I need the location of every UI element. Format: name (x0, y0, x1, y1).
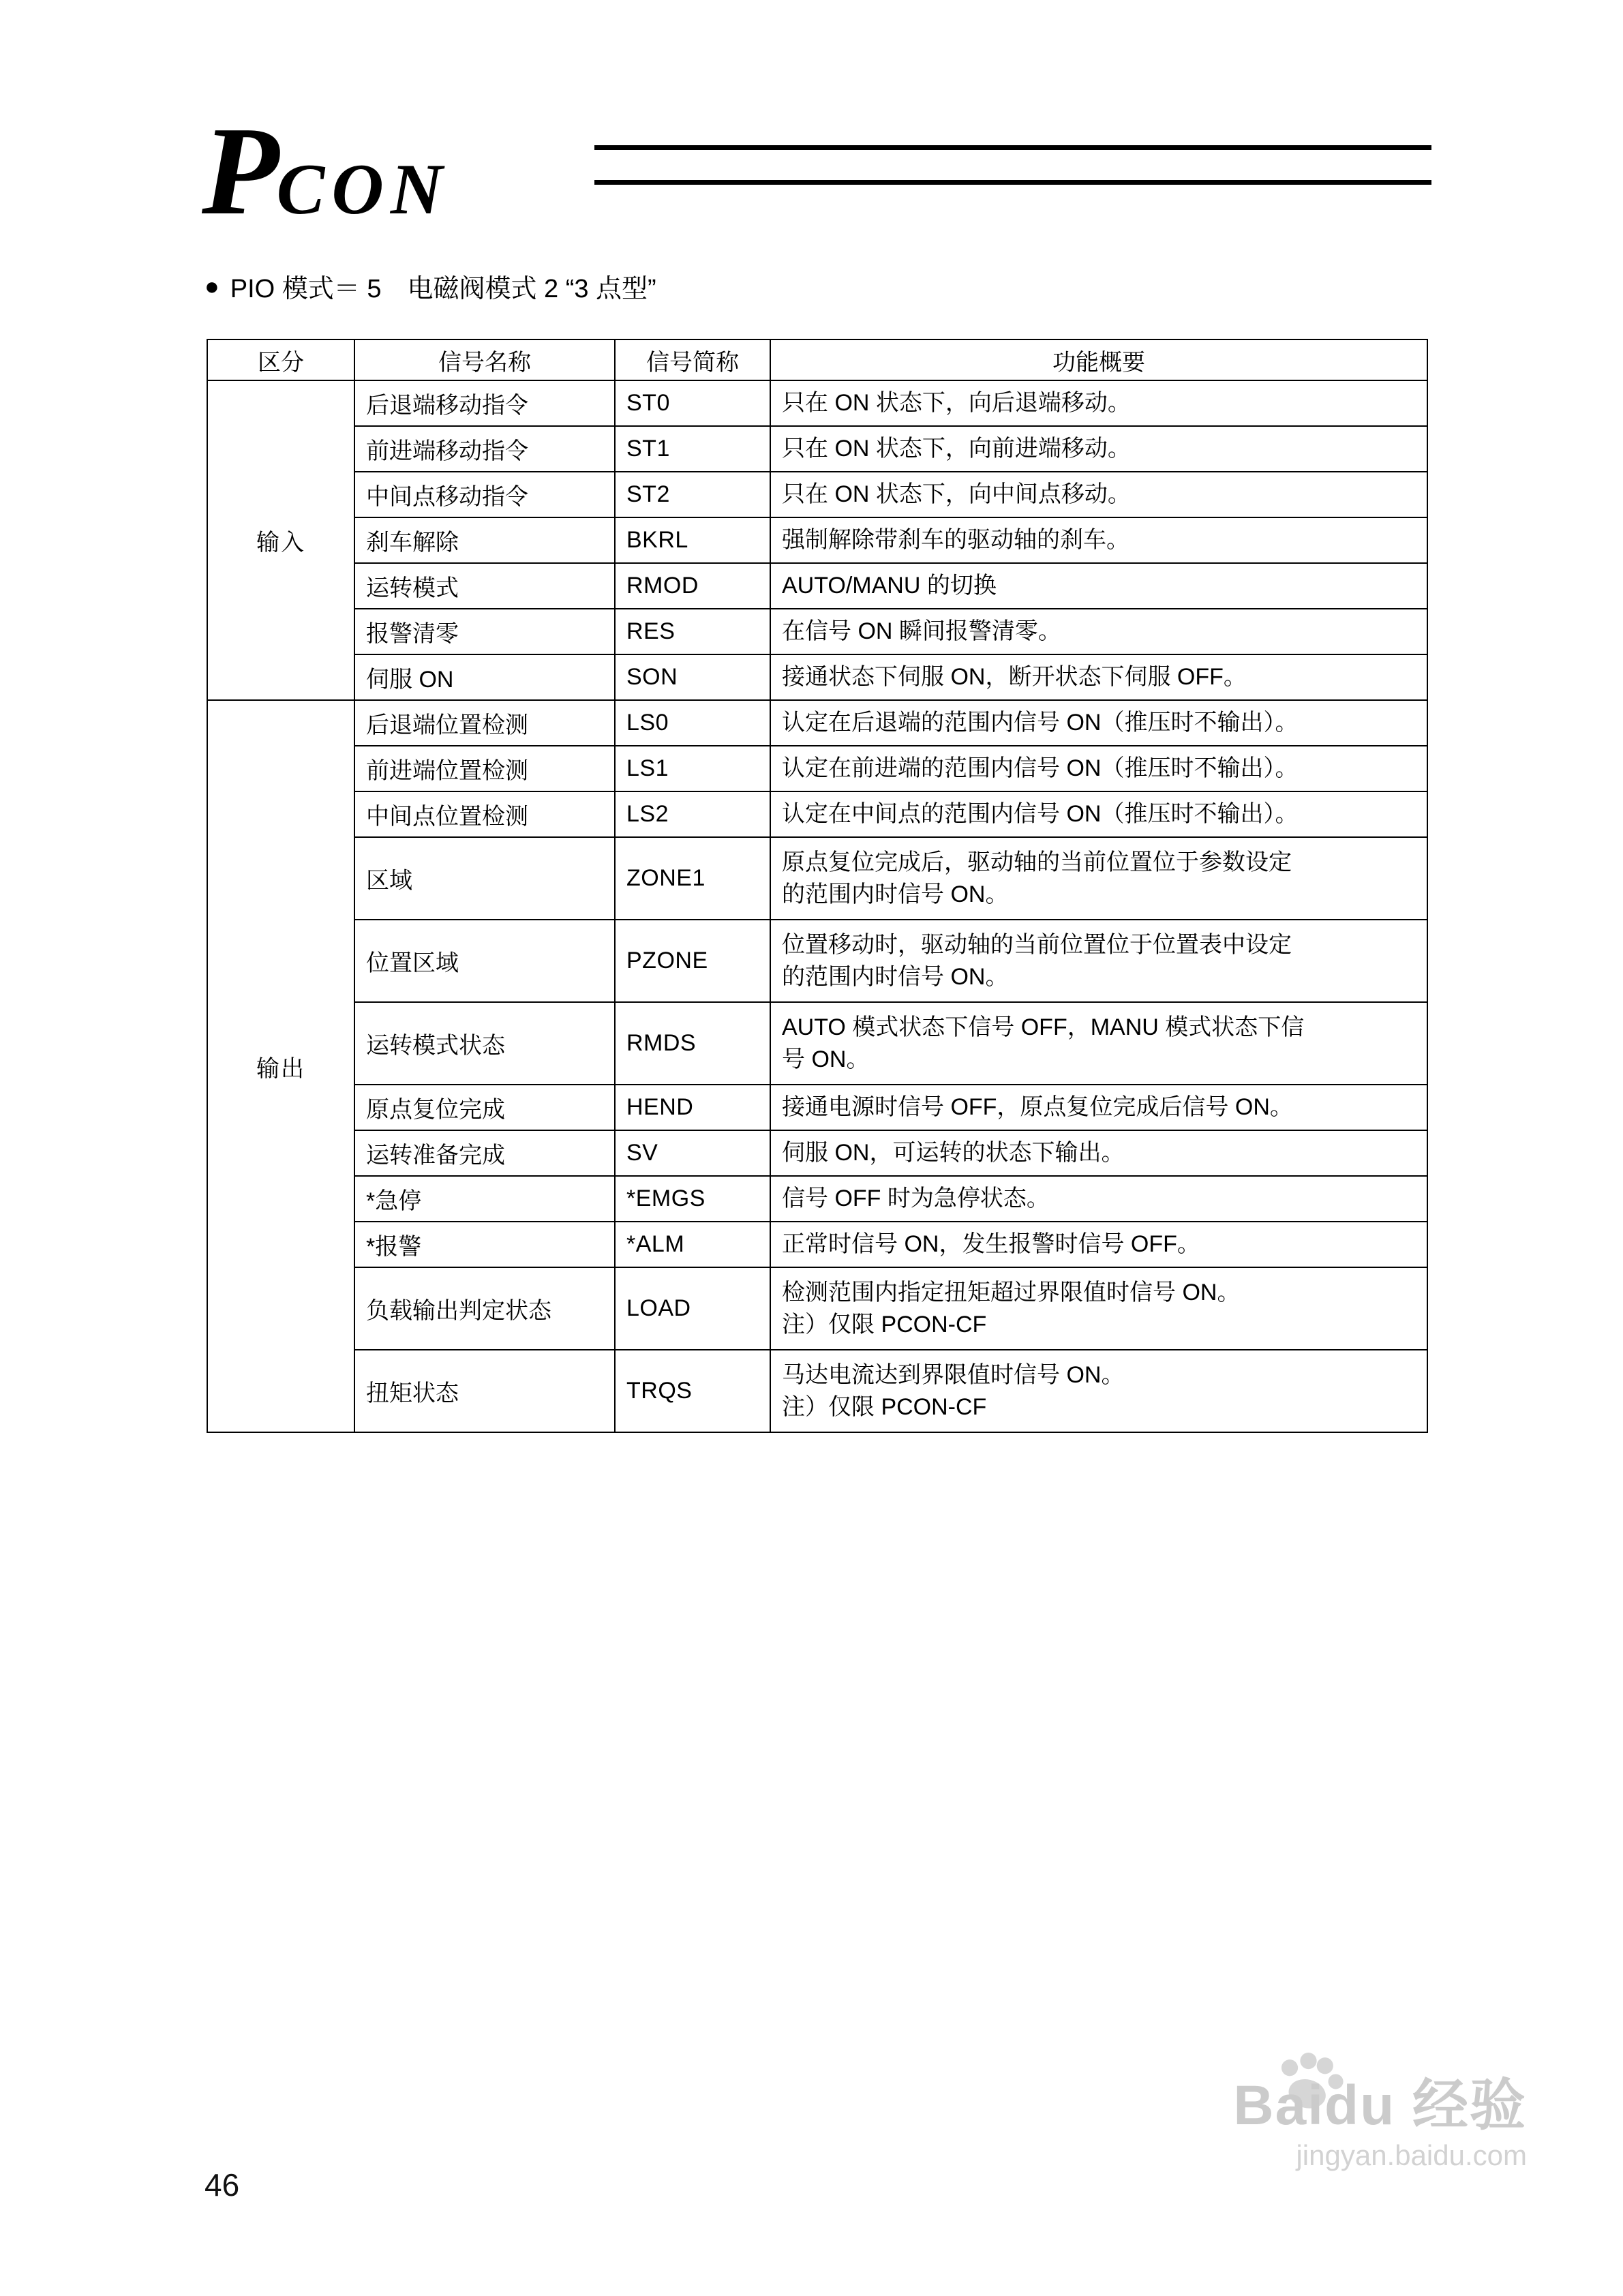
table-header-row (207, 339, 1427, 380)
header-rule-top (594, 145, 1431, 150)
desc-line: 检测范围内指定扭矩超过界限值时信号 ON。 (782, 1279, 1241, 1305)
desc-line: 在信号 ON 瞬间报警清零。 (782, 618, 1061, 644)
group-label-input: 输入 (207, 380, 354, 700)
table-row (207, 1350, 1427, 1432)
signal-desc (770, 380, 1427, 426)
bullet-icon: ● (204, 271, 219, 300)
desc-line: AUTO 模式状态下信号 OFF，MANU 模式状态下信 (782, 1014, 1305, 1040)
signal-name: 前进端移动指令 (354, 426, 615, 472)
signal-desc (770, 1176, 1427, 1222)
signal-table-body (207, 380, 1427, 1432)
desc-line: 只在 ON 状态下，向中间点移动。 (782, 481, 1131, 507)
table-row (207, 791, 1427, 837)
table-row (207, 654, 1427, 700)
signal-name: 报警清零 (354, 609, 615, 654)
table-row (207, 472, 1427, 517)
logo-letters-con: CON (276, 149, 450, 229)
page-number: 46 (204, 2167, 240, 2203)
signal-name: 扭矩状态 (354, 1350, 615, 1432)
signal-name: 伺服 ON (354, 654, 615, 700)
signal-desc (770, 426, 1427, 472)
desc-line: 强制解除带刹车的驱动轴的刹车。 (782, 527, 1129, 553)
signal-abbr: LS1 (615, 746, 770, 791)
signal-abbr: *EMGS (615, 1176, 770, 1222)
signal-name: 后退端移动指令 (354, 380, 615, 426)
signal-desc (770, 791, 1427, 837)
table-row (207, 700, 1427, 746)
desc-line: 接通状态下伺服 ON，断开状态下伺服 OFF。 (782, 664, 1247, 690)
signal-desc (770, 609, 1427, 654)
signal-abbr: HEND (615, 1085, 770, 1130)
signal-abbr: LS0 (615, 700, 770, 746)
signal-desc (770, 517, 1427, 563)
signal-abbr: LOAD (615, 1267, 770, 1350)
desc-line: AUTO/MANU 的切换 (782, 573, 997, 599)
table-row (207, 920, 1427, 1002)
desc-line: 的范围内时信号 ON。 (782, 963, 1009, 990)
signal-name: 负载输出判定状态 (354, 1267, 615, 1350)
signal-abbr: BKRL (615, 517, 770, 563)
signal-name: 运转准备完成 (354, 1130, 615, 1176)
table-row (207, 1222, 1427, 1267)
signal-desc (770, 1085, 1427, 1130)
signal-name: 中间点位置检测 (354, 791, 615, 837)
signal-desc (770, 746, 1427, 791)
signal-abbr: LS2 (615, 791, 770, 837)
signal-abbr: RMOD (615, 563, 770, 609)
desc-line: 认定在后退端的范围内信号 ON（推压时不输出）。 (782, 710, 1299, 736)
signal-abbr: RES (615, 609, 770, 654)
table-row (207, 517, 1427, 563)
header-category: 区分 (207, 339, 354, 380)
signal-name: 后退端位置检测 (354, 700, 615, 746)
signal-desc (770, 700, 1427, 746)
signal-desc (770, 1350, 1427, 1432)
signal-abbr: RMDS (615, 1002, 770, 1085)
desc-line: 马达电流达到界限值时信号 ON。 (782, 1361, 1125, 1388)
desc-line: 伺服 ON，可运转的状态下输出。 (782, 1140, 1125, 1166)
header-rule-bottom (594, 180, 1431, 185)
table-row (207, 1267, 1427, 1350)
signal-name: 刹车解除 (354, 517, 615, 563)
signal-desc (770, 472, 1427, 517)
signal-desc (770, 920, 1427, 1002)
desc-line: 的范围内时信号 ON。 (782, 881, 1009, 907)
table-row (207, 1002, 1427, 1085)
table-row (207, 1176, 1427, 1222)
signal-name: 原点复位完成 (354, 1085, 615, 1130)
table-row (207, 1130, 1427, 1176)
table-row (207, 609, 1427, 654)
signal-name: 前进端位置检测 (354, 746, 615, 791)
signal-name: 区域 (354, 837, 615, 920)
section-heading-text: PIO 模式＝ 5 电磁阀模式 2 “3 点型” (230, 275, 656, 303)
signal-desc (770, 654, 1427, 700)
logo-letter-p: P (202, 101, 274, 241)
table-row (207, 426, 1427, 472)
signal-name: 位置区域 (354, 920, 615, 1002)
signal-desc (770, 1222, 1427, 1267)
header-function: 功能概要 (770, 339, 1427, 380)
table-row (207, 837, 1427, 920)
desc-line: 注）仅限 PCON-CF (782, 1393, 987, 1420)
table-row (207, 380, 1427, 426)
desc-line: 认定在中间点的范围内信号 ON（推压时不输出）。 (782, 801, 1299, 827)
desc-line: 号 ON。 (782, 1046, 870, 1072)
table-row (207, 1085, 1427, 1130)
signal-desc (770, 1267, 1427, 1350)
signal-abbr: SV (615, 1130, 770, 1176)
signal-table-wrap (207, 339, 1428, 1433)
section-heading (204, 267, 656, 305)
signal-table (207, 339, 1428, 1433)
desc-line: 只在 ON 状态下，向前进端移动。 (782, 436, 1131, 462)
signal-abbr: ST1 (615, 426, 770, 472)
header-signal-abbr: 信号简称 (615, 339, 770, 380)
table-row (207, 563, 1427, 609)
watermark-url: jingyan.baidu.com (1296, 2139, 1527, 2172)
signal-desc (770, 563, 1427, 609)
signal-abbr: ST0 (615, 380, 770, 426)
signal-desc (770, 1002, 1427, 1085)
desc-line: 注）仅限 PCON-CF (782, 1311, 987, 1338)
table-row (207, 746, 1427, 791)
group-label-output: 输出 (207, 700, 354, 1432)
desc-line: 接通电源时信号 OFF，原点复位完成后信号 ON。 (782, 1094, 1293, 1120)
signal-desc (770, 837, 1427, 920)
pcon-logo (202, 101, 450, 241)
signal-abbr: TRQS (615, 1350, 770, 1432)
watermark-brand: Baidu 经验 (1233, 2074, 1527, 2136)
signal-abbr: *ALM (615, 1222, 770, 1267)
signal-abbr: ST2 (615, 472, 770, 517)
signal-name: 运转模式状态 (354, 1002, 615, 1085)
signal-name: 中间点移动指令 (354, 472, 615, 517)
signal-abbr: PZONE (615, 920, 770, 1002)
header-signal-name: 信号名称 (354, 339, 615, 380)
desc-line: 信号 OFF 时为急停状态。 (782, 1185, 1050, 1211)
signal-name: *报警 (354, 1222, 615, 1267)
signal-name: 运转模式 (354, 563, 615, 609)
desc-line: 位置移动时，驱动轴的当前位置位于位置表中设定 (782, 931, 1292, 958)
signal-desc (770, 1130, 1427, 1176)
watermark (1118, 2074, 1527, 2172)
desc-line: 只在 ON 状态下，向后退端移动。 (782, 390, 1131, 416)
signal-abbr: SON (615, 654, 770, 700)
desc-line: 认定在前进端的范围内信号 ON（推压时不输出）。 (782, 755, 1299, 781)
desc-line: 原点复位完成后，驱动轴的当前位置位于参数设定 (782, 849, 1292, 875)
signal-abbr: ZONE1 (615, 837, 770, 920)
signal-name: *急停 (354, 1176, 615, 1222)
desc-line: 正常时信号 ON，发生报警时信号 OFF。 (782, 1231, 1200, 1257)
